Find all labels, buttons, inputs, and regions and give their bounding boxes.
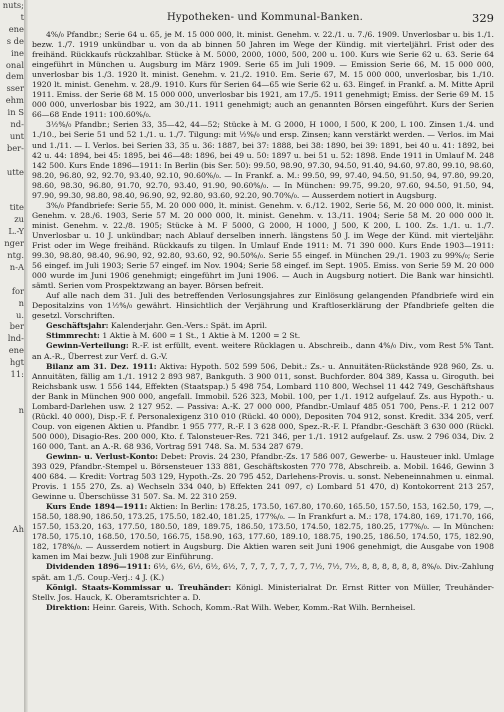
paragraph <box>32 583 494 603</box>
paragraph <box>32 362 494 452</box>
gutter-fragment <box>0 536 26 548</box>
gutter-fragment: zu <box>14 214 24 225</box>
gutter-fragment: ber- <box>6 142 24 153</box>
gutter-fragment: lnd- <box>7 333 24 344</box>
paragraph-text: 3½%/₀ Pfandbr.; Serien 33, 35—42, 44—52; Stücke à M. G 2000, H 1000, I 500, K 200, L 100. Zinsen 1./4. und 1./10., bei Serie 51 und 52 1./1. u. 1./7. Tilgung: mit ½%/₀ und ersp. Zinsen; kann verstärkt werden. — Verlos. im Mai und 1./11. — I. Verlos. bei Serien 33, 35 u. 36: 1887, bei 37: 1888, bei 38: 1890, bei 39: 1891, bei 40 u. 41: 1892, bei 42 u. 44: 1894, bei 45: 1895, bei 46—48: 1896, bei 49 u. 50: 1897 u. bei 51 u. 52: 1898. Ende 1911 in Umlauf M. 248 142 500. Kurs Ende 1896—1911: In Berlin (bis Ser. 50): 99.50, 98.90, 97.30, 94.50, 91.40, 94.60, 97.80, 99.10, 98.60, 98.20, 96.80, 92, 92.70, 93.40, 92.10, 90.60%/₀. — In Frankf. a. M.: 99.50, 99, 97.40, 94.50, 91.50, 94, 97.80, 99.20, 98.60, 98.30, 96.80, 91.70, 92.70, 93.40, 91.90, 90.60%/₀. — In München: 99.75, 99.20, 97.60, 94.50, 91.50, 94, 97.90, 99.30, 98.80, 98.40, 96.90, 92, 92.80, 93.60, 92.20, 90.70%/₀. — Ausserdem notiert in Augsburg. <box>32 120 494 200</box>
paragraph <box>32 291 494 321</box>
paragraph <box>32 331 494 341</box>
gutter-fragment <box>0 500 26 512</box>
gutter-fragment: n <box>18 297 24 308</box>
gutter-fragment <box>0 488 26 500</box>
gutter-fragment <box>0 691 26 703</box>
paragraph <box>32 201 494 291</box>
paragraph-label: Bilanz am 31. Dez. 1911: <box>46 361 157 371</box>
gutter-fragment <box>0 512 26 524</box>
paragraph-text: R.-F. ist erfüllt, event. weitere Rücklagen u. Abschreib., dann 4%/₀ Div., vom Rest 5% Tant. an A.-R., Überrest zur Verf. d. G.-V. <box>32 341 495 361</box>
gutter-fragment: tite <box>9 202 24 213</box>
paragraph <box>32 321 494 331</box>
gutter-fragment: ene <box>8 345 24 356</box>
gutter-fragment <box>0 155 26 167</box>
gutter-fragment: onal <box>5 59 24 70</box>
gutter-fragment <box>0 572 26 584</box>
paragraph-text: 4%/₀ Pfandbr.; Serie 64 u. 65, je M. 15 000 000, lt. minist. Genehm. v. 22./1. u. 7./6. 1909. Unverlosbar u. bis 1./1. bezw. 1./7. 1919 unkündbar u. von da ab binnen 50 Jahren im Wege der Kündig. mit vierteljährl. Frist oder des freihänd. Rückkaufs rückzahlbar. Stücke à M. 5000, 2000, 1000, 500, 200 u. 100. Kurs wie Serie 62 u. 63. Serie 64 eingeführt in München u. Augsburg im März 1909. Serie 65 im Juli 1909. — Emission Serie 66, M. 15 000 000, unverlosbar bis 1./3. 1920 lt. minist. Genehm. v. 21./2. 1910. Em. Serie 67, M. 15 000 000, unverlosbar, bis 1./10. 1920 lt. minist. Genehm. v. 28./9. 1910. Kurs für Serien 64—65 wie Serie 62 u. 63. Eingef. in Frankf. a. M. Mitte April 1911. Emiss. der Serie 68 M. 15 000 000, unverlosbar bis 1921, am 17./5. 1911 genehmigt; Emiss. der Serie 69 M. 15 000 000, unverlosbar bis 1922, am 30./11. 1911 genehmigt; auch an genannten Börsen eingeführt. Kurs der Serien 66—68 Ende 1911: 100.60%/₀. <box>32 30 494 120</box>
gutter-fragment <box>0 560 26 572</box>
paragraph <box>32 452 494 502</box>
gutter-fragment <box>0 655 26 667</box>
gutter-fragment <box>0 476 26 488</box>
gutter-fragment: Ah <box>12 523 24 534</box>
gutter-fragment <box>0 274 26 286</box>
gutter-fragment <box>0 393 26 405</box>
gutter-fragment: n <box>18 404 24 415</box>
paragraph-label: Gewinn-Verteilung: <box>46 341 129 351</box>
gutter-fragment: ehm <box>5 95 24 106</box>
gutter-fragment <box>0 607 26 619</box>
paragraph-label: Stimmrecht: <box>46 331 100 341</box>
gutter-fragment: n-A <box>9 261 24 272</box>
paragraph-text: Heinr. Gareis, With. Schoch, Komm.-Rat Wilh. Weber, Komm.-Rat Wilh. Bernheisel. <box>92 602 416 612</box>
document-page <box>30 0 500 712</box>
running-head: Hypotheken- und Kommunal-Banken. <box>167 12 363 23</box>
gutter-fragment: utte <box>6 166 24 177</box>
gutter-fragment: dem <box>5 71 24 82</box>
paragraph-text: Königl. Ministerialrat Dr. Ernst Ritter von Müller, Treuhänder-Stellv. Jos. Hauck, K. Oberamtsrichter a. D. <box>32 582 494 602</box>
gutter-fragment <box>0 667 26 679</box>
paragraph-text: 6½, 6½, 6½, 6½, 6½, 7, 7, 7, 7, 7, 7, 7, 7½, 7½, 7½, 8, 8, 8, 8, 8, 8, 8%/₀. Div.-Zahlung spät. am 1./5. Coup.-Verj.: 4 J. (K.) <box>32 562 494 582</box>
paragraph-text: Aktien: In Berlin: 178.25, 173.50, 167.80, 170.60, 165.50, 157.50, 153, 162.50, 179, —, 158.50, 188.90, 186.50, 173.25, 175.50, 182.40, 181.25, 177%/₀. — In Frankfurt a. M.: 178, 174.80, 169, 171.70, 166, 157.50, 153.20, 163, 177.50, 180.50, 189, 189.75, 186.50, 173.50, 174.50, 182.75, 180.25, 177%/₀. — In München: 178.50, 175.10, 168.50, 170.50, 166.75, 158.90, 163, 177.60, 189.10, 188.75, 190.25, 186.50, 174.50, 175, 182.90, 182, 178%/₀. — Ausserdem notiert in Augsburg. Die Aktien waren seit Juni 1906 genehmigt, die Ausgabe von 1908 kamen im Mai bezw. Juli 1908 zur Einführung. <box>32 502 494 562</box>
paragraph <box>32 603 494 613</box>
gutter-fragment <box>0 631 26 643</box>
gutter-fragment: ntg. <box>7 250 24 261</box>
gutter-fragment: nger <box>4 238 24 249</box>
paragraph <box>32 30 494 120</box>
paragraph <box>32 562 494 582</box>
gutter-fragment <box>0 595 26 607</box>
paragraph-label: Gewinn- u. Verlust-Konto: <box>46 451 158 461</box>
gutter-fragment <box>0 179 26 191</box>
paragraph-text: 1 Aktie à M. 600 = 1 St., 1 Aktie à M. 1200 = 2 St. <box>102 331 301 341</box>
gutter-fragments <box>0 0 26 712</box>
gutter-fragment: ber <box>9 321 24 332</box>
page-number: 329 <box>472 11 494 25</box>
gutter-fragment <box>0 417 26 429</box>
gutter-fragment: t <box>20 11 24 22</box>
gutter-fragment <box>0 643 26 655</box>
paragraph <box>32 502 494 562</box>
paragraph-label: Dividenden 1896—1911: <box>46 562 151 572</box>
paragraph <box>32 341 494 361</box>
gutter-fragment: 11: <box>10 369 24 380</box>
gutter-fragment <box>0 429 26 441</box>
paragraph-label: Geschäftsjahr: <box>46 321 109 331</box>
gutter-fragment: nuts; <box>2 0 24 10</box>
gutter-fragment <box>0 191 26 203</box>
gutter-fragment: nd- <box>10 119 24 130</box>
gutter-fragment: ene <box>8 23 24 34</box>
gutter-fragment <box>0 548 26 560</box>
page-header <box>30 0 500 30</box>
gutter-fragment <box>0 381 26 393</box>
page-body <box>30 30 500 613</box>
paragraph-label: Kurs Ende 1894—1911: <box>46 502 148 512</box>
paragraph-text: Debet: Provis. 24 230, Pfandbr.-Zs. 17 586 007, Gewerbe- u. Hausteuer inkl. Umlage 393 029, Pfandbr.-Stempel u. Börsensteuer 133 881, Geschäftskosten 770 778, Abschreib. a. Mobil. 1646, Gewinn 3 400 684. — Kredit: Vortrag 503 129, Hypoth.-Zs. 20 795 452, Darlehens-Provis. u. sonst. Nebeneinnahmen u. einmal. Provis. 1 155 270, Zs. a) Wechseln 334 040, b) Effekten 241 097, c) Lombard 51 470, d) Kontokorrent 213 257, Gewinne u. Überschüsse 31 507. Sa. M. 22 310 259. <box>32 451 494 502</box>
paragraph <box>32 120 494 200</box>
gutter-fragment <box>0 464 26 476</box>
gutter-fragment <box>0 619 26 631</box>
gutter-fragment: u. <box>15 309 24 320</box>
paragraph-label: Königl. Staats-Kommissar u. Treuhänder: <box>46 582 232 592</box>
paragraph-text: Auf alle nach dem 31. Juli des betreffenden Verlosungsjahres zur Einlösung gelangenden Pfandbriefe wird ein Depositalzins von 1½%/₀ gewährt. Hinsichtlich der Verjährung und Kraftloserklärung der Pfandbriefe gelten die gesetzl. Vorschriften. <box>32 291 494 321</box>
gutter-fragment <box>0 679 26 691</box>
gutter-fragment: s de <box>6 35 24 46</box>
paragraph-label: Direktion: <box>46 602 90 612</box>
paragraph-text: 3%/₀ Pfandbriefe: Serie 55, M. 20 000 000, lt. minist. Genehm. v. 6./12. 1902, Serie 56, M. 20 000 000, lt. minist. Genehm. v. 28./6. 1903, Serie 57 M. 20 000 000, lt. minist. Genehm. v. 13./11. 1904; Serie 58 M. 20 000 000 lt. minist. Genehm. v. 22./8. 1905; Stücke à M. F 5000, G 2000, H 1000, J 500, K 200, L 100. Zs. 1./1. u. 1./7. Unverlosbar u. 10 J. unkündbar; nach Ablauf derselben innerh. längstens 50 J. im Wege der Künd. mit vierteljähr. Frist oder im Wege freihänd. Rückkaufs zu tilgen. In Umlauf Ende 1911: M. 71 390 000. Kurs Ende 1903—1911: 99.30, 98.80, 98.40, 96.90, 92, 92.80, 93.60, 92, 90.50%/₀. Serie 55 eingef. in München 29./1. 1903 zu 99%/₀; Serie 56 eingef. im Juli 1903; Serie 57 eingef. im Nov. 1904; Serie 58 eingef. im Sept. 1905. Emiss. von Serie 59 M. 20 000 000 wurde im Juni 1906 genehmigt; eingeführt im Juni 1906. — Auch in Augsburg notiert. Die Bank war hinsichtl. sämtl. Serien vom Prospektzwang an bayer. Börsen befreit. <box>32 200 494 291</box>
gutter-fragment: ine <box>10 47 24 58</box>
gutter-fragment <box>0 583 26 595</box>
gutter-fragment: unt <box>9 130 24 141</box>
gutter-fragment: L.-Y <box>8 226 24 237</box>
paragraph-text: Kalenderjahr. Gen.-Vers.: Spät. im April. <box>110 321 268 331</box>
gutter-fragment: for <box>11 285 24 296</box>
page-fold <box>24 0 28 712</box>
gutter-fragment: in S <box>7 107 24 118</box>
gutter-fragment <box>0 452 26 464</box>
gutter-fragment: hgt <box>9 357 24 368</box>
gutter-fragment <box>0 441 26 453</box>
paragraph-text: Aktiva: Hypoth. 502 599 506, Debit.: Zs.- u. Annuitäten-Rückstände 928 960, Zs. u. Annuitäten, fällig am 1./1. 1912 2 893 987, Bankguth. 3 900 011, sonst. Buchforder. 804 389, Kassa u. Giroguth. bei Reichsbank usw. 1 556 144, Effekten (Staatspap.) 5 498 754, Lombard 110 800, Wechsel 11 442 749, Geschäftshaus der Bank in München 900 000, angefall. Immobil. 526 323, Mobil. 100, per 1./1. 1912 aufgelauf. Zs. aus Hypoth.- u. Lombard-Darlehen usw. 2 127 952. — Passiva: A.-K. 27 000 000, Pfandbr.-Umlauf 485 051 700, Pens.-F. 1 212 007 (Rückl. 40 000), Disp.-F. f. Personalexigenz 310 010 (Rückl. 40 000), Depositen 704 912, sonst. Kredit. 334 205, verf. Coup. von eigenen Aktien u. Pfandbr. 1 955 777, R.-F. I 3 628 000, Spez.-R.-F. I. Pfandbr.-Geschäft 3 630 000 (Rückl. 500 000), Disagio-Res. 200 000, Kto. f. Talonsteuer-Res. 721 346, per 1./1. 1912 aufgelauf. Zs. usw. 2 796 034, Div. 2 160 000, Tant. an A.-R. 68 936, Vortrag 591 748. Sa. M. 534 287 679. <box>32 361 494 451</box>
gutter-fragment: sser <box>6 83 24 94</box>
